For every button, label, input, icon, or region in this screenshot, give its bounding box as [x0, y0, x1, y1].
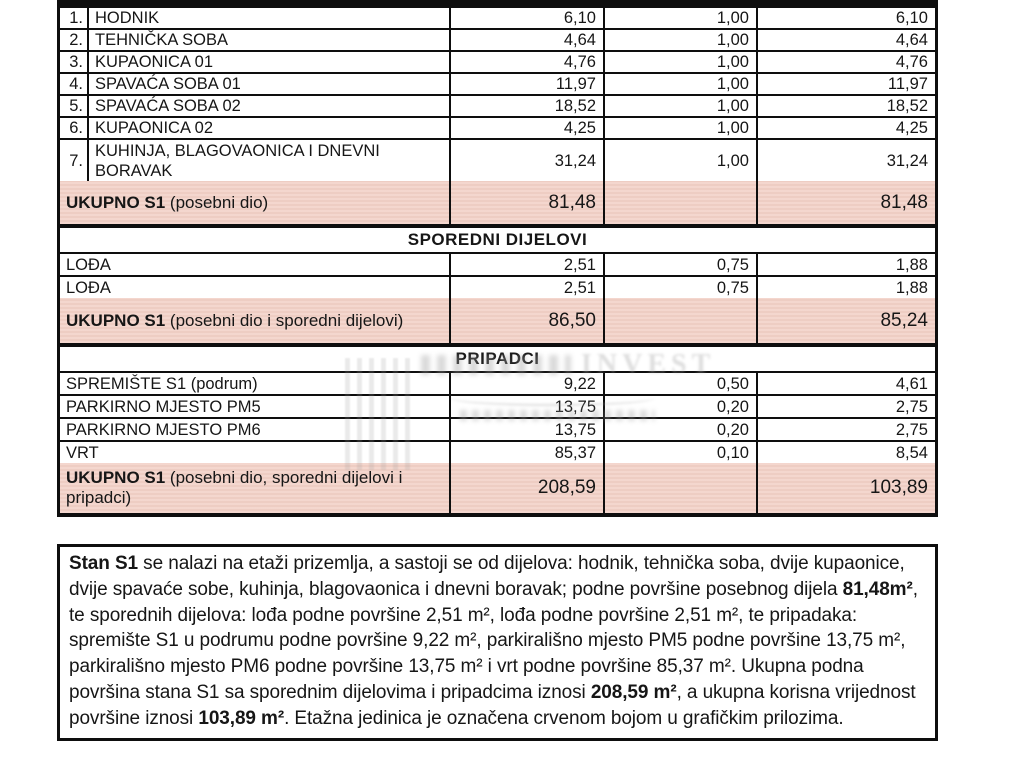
value-cell: 2,75	[895, 397, 928, 416]
coefficient-cell: 0,20	[605, 419, 758, 440]
value-cell: 4,61	[895, 374, 928, 393]
coefficient-cell: 0,50	[605, 373, 758, 394]
value-cell: 4,64	[895, 31, 928, 49]
total-label	[60, 181, 451, 224]
total-row-posebni-dio	[60, 181, 935, 228]
room-name-cell: PARKIRNO MJESTO PM5	[60, 396, 451, 417]
area-cell: 6,10	[451, 8, 605, 28]
table-row	[60, 74, 935, 96]
total-area-cell: 208,59	[451, 463, 605, 513]
value-cell: 2,75	[895, 420, 928, 439]
coefficient-cell: 1,00	[605, 30, 758, 50]
total-label-bold: UKUPNO S1	[66, 192, 166, 212]
coefficient-cell: 1,00	[605, 118, 758, 138]
coefficient-cell: 1,00	[605, 140, 758, 181]
value-cell: 6,10	[895, 9, 928, 27]
total-label	[60, 298, 451, 343]
total-label-rest: (posebni dio i sporedni dijelovi)	[165, 310, 404, 330]
section-title: PRIPADCI	[455, 349, 540, 368]
table-row	[60, 140, 935, 181]
sporedni-rows-group	[60, 254, 935, 298]
main-rows-group	[60, 8, 935, 181]
area-cell: 13,75	[451, 419, 605, 440]
table-row	[60, 52, 935, 74]
row-number-cell: 7.	[60, 140, 89, 181]
area-cell: 85,37	[451, 442, 605, 463]
total-label-rest: (posebni dio)	[165, 192, 269, 212]
table-row	[60, 277, 935, 298]
value-cell: 4,76	[895, 53, 928, 71]
area-calculation-table	[57, 0, 938, 517]
description-box	[57, 544, 938, 741]
room-name-cell: KUPAONICA 02	[89, 118, 451, 138]
description-bold-segment: 208,59 m²	[590, 681, 677, 703]
room-name-cell: SPAVAĆA SOBA 02	[89, 96, 451, 116]
row-number-cell: 4.	[60, 74, 89, 94]
description-bold-segment: Stan S1	[69, 553, 138, 574]
table-row	[60, 30, 935, 52]
table-row	[60, 8, 935, 30]
room-name-cell: SPAVAĆA SOBA 01	[89, 74, 451, 94]
section-title: SPOREDNI DIJELOVI	[407, 230, 588, 249]
room-name-cell: LOĐA	[60, 277, 451, 298]
total-coefficient-cell	[605, 463, 758, 513]
description-paragraph	[69, 551, 926, 732]
coefficient-cell: 1,00	[605, 74, 758, 94]
area-cell: 4,76	[451, 52, 605, 72]
pripadci-rows-group	[60, 373, 935, 463]
table-row	[60, 254, 935, 277]
total-label-rest: (posebni dio, sporedni dijelovi i pripadci)	[66, 468, 403, 507]
value-cell: 11,97	[887, 75, 928, 93]
coefficient-cell: 1,00	[605, 96, 758, 116]
area-cell: 2,51	[451, 277, 605, 298]
value-cell: 8,54	[895, 443, 928, 462]
room-name-cell: SPREMIŠTE S1 (podrum)	[60, 373, 451, 394]
table-row	[60, 96, 935, 118]
table-row	[60, 442, 935, 463]
area-cell: 13,75	[451, 396, 605, 417]
section-header-sporedni-dijelovi	[60, 228, 935, 254]
area-cell: 31,24	[451, 140, 605, 181]
table-row	[60, 419, 935, 442]
description-segment: . Etažna jedinica je označena crvenom bojom u grafičkim prilozima.	[284, 707, 844, 729]
value-cell: 1,88	[895, 255, 928, 274]
room-name-cell: KUHINJA, BLAGOVAONICA I DNEVNI BORAVAK	[89, 140, 451, 181]
area-cell: 9,22	[451, 373, 605, 394]
coefficient-cell: 0,20	[605, 396, 758, 417]
area-cell: 18,52	[451, 96, 605, 116]
section-header-pripadci	[60, 347, 935, 373]
watermark-text: INVEST	[581, 349, 716, 380]
room-name-cell: VRT	[60, 442, 451, 463]
total-label	[60, 463, 451, 513]
area-cell: 4,25	[451, 118, 605, 138]
total-coefficient-cell	[605, 181, 758, 224]
description-segment: , te sporednih dijelova: lođa podne površine 2,51 m², lođa podne površine 2,51 m², te pripadaka: spremište S1 u podrumu podne površine 9,22 m², parkirališno mjesto PM5 podne površine 13,75 m², parkirališno mjesto PM6 podne površine 13,75 m² i vrt podne površine 85,37 m². Ukupna podna površina stana S1 sa sporednim dijelovima i pripadcima iznosi	[69, 578, 918, 703]
description-segment: , a ukupna korisna vrijednost površine iznosi	[69, 681, 916, 729]
total-area-cell: 86,50	[451, 298, 605, 343]
coefficient-cell: 1,00	[605, 8, 758, 28]
coefficient-cell: 0,75	[605, 254, 758, 275]
total-label-bold: UKUPNO S1	[66, 468, 166, 487]
description-segment: se nalazi na etaži prizemlja, a sastoji se od dijelova: hodnik, tehnička soba, dvije kupaonice, dvije spavaće sobe, kuhinja, blagovaonica i dnevni boravak; podne površine posebnog dijela	[69, 553, 905, 600]
room-name-cell: HODNIK	[89, 8, 451, 28]
coefficient-cell: 1,00	[605, 52, 758, 72]
description-bold-segment: 103,89 m²	[198, 707, 285, 729]
row-number-cell: 3.	[60, 52, 89, 72]
row-number-cell: 5.	[60, 96, 89, 116]
total-row-posebni-i-sporedni	[60, 298, 935, 347]
total-value-cell: 103,89	[869, 477, 928, 498]
value-cell: 4,25	[895, 119, 928, 137]
row-number-cell: 6.	[60, 118, 89, 138]
room-name-cell: PARKIRNO MJESTO PM6	[60, 419, 451, 440]
area-cell: 2,51	[451, 254, 605, 275]
row-number-cell: 2.	[60, 30, 89, 50]
total-row-ukupno-sve	[60, 463, 935, 513]
area-cell: 4,64	[451, 30, 605, 50]
table-row	[60, 396, 935, 419]
value-cell: 31,24	[886, 151, 928, 170]
coefficient-cell: 0,10	[605, 442, 758, 463]
table-row	[60, 118, 935, 140]
total-value-cell: 85,24	[880, 309, 928, 331]
value-cell: 1,88	[895, 278, 928, 297]
area-cell: 11,97	[451, 74, 605, 94]
table-row	[60, 373, 935, 396]
room-name-cell: TEHNIČKA SOBA	[89, 30, 451, 50]
room-name-cell: KUPAONICA 01	[89, 52, 451, 72]
value-cell: 18,52	[886, 97, 928, 115]
room-name-cell: LOĐA	[60, 254, 451, 275]
description-bold-segment: 81,48m²	[842, 578, 913, 600]
total-area-cell: 81,48	[451, 181, 605, 224]
total-coefficient-cell	[605, 298, 758, 343]
total-label-bold: UKUPNO S1	[66, 310, 166, 330]
coefficient-cell: 0,75	[605, 277, 758, 298]
row-number-cell: 1.	[60, 8, 89, 28]
total-value-cell: 81,48	[880, 191, 928, 213]
